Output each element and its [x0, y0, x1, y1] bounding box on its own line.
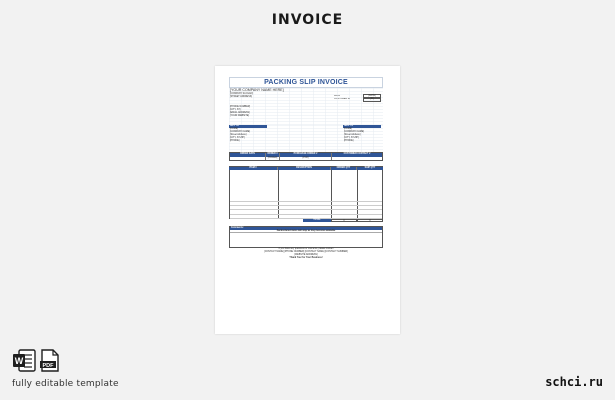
customer-id-label: CUSTOMER ID [334, 98, 351, 100]
footer-contact-intro: If you have any questions or concerns, please contact [278, 248, 334, 251]
contact-line: [EMAIL ADDRESS] [230, 111, 250, 114]
comments-block [229, 226, 383, 248]
customer-contact-header: CUSTOMER CONTACT # [343, 153, 371, 156]
company-line: [STREET ADDRESS] [230, 95, 252, 98]
ship-line: [NAME] [344, 128, 352, 131]
company-block [229, 88, 383, 125]
bill-line: [CITY, ST ZIP] [230, 137, 245, 140]
ship-to-header: SHIP TO [343, 125, 381, 128]
ship-line: [PHONE] [344, 140, 354, 143]
order-number-value[interactable]: [ORDER] [266, 157, 280, 160]
contact-line: [CITY, ST] [230, 108, 241, 111]
total-ship-qty: 0 [357, 219, 383, 223]
contact-line: [PHONE NUMBER] [230, 105, 251, 108]
ship-qty-header: SHIP QTY [364, 166, 376, 169]
template-caption: fully editable template [12, 379, 119, 389]
backorder-note: Backordered items will ship as they become available [230, 230, 382, 233]
invoice-title: PACKING SLIP INVOICE [229, 77, 383, 88]
item-number-header: ITEM # [229, 167, 278, 171]
ship-line: [Street Address] [344, 134, 361, 137]
date-block [333, 95, 381, 101]
bill-line: [COMPANY NAME] [230, 131, 250, 134]
invoice-sheet [229, 77, 383, 260]
contact-block [229, 106, 383, 118]
po-number-value[interactable]: [PO#] [280, 157, 332, 160]
ship-line: [COMPANY NAME] [344, 131, 364, 134]
ship-to-block [343, 125, 381, 152]
po-number-header: PURCHASE ORDER # [280, 153, 332, 157]
comments-field[interactable] [230, 233, 382, 247]
order-qty-header: ORDER QTY [331, 167, 357, 171]
pdf-file-icon [40, 349, 60, 372]
brand-watermark: schci.ru [545, 375, 603, 389]
bill-line: [PHONE] [230, 140, 240, 143]
order-table [229, 152, 383, 161]
order-number-header: ORDER # [266, 153, 280, 157]
items-table [229, 166, 383, 223]
description-header: DESCRIPTION [278, 167, 331, 171]
comments-header: Comments: [230, 227, 382, 230]
order-date-value[interactable] [230, 157, 266, 160]
bill-line: [Street Address] [230, 134, 247, 137]
word-icon-letter: W [14, 356, 24, 366]
customer-id-value[interactable]: [ID] [363, 97, 381, 102]
customer-contact-value[interactable] [332, 157, 382, 160]
company-line: [COMPANY SLOGAN] [230, 92, 253, 95]
page-title: INVOICE [271, 12, 344, 28]
address-section [229, 125, 383, 152]
total-label: TOTAL [303, 219, 331, 223]
footer-contact-line: [CONTACT NAME] [PHONE NUMBER] [CONTACT NAME] [CONTACT NUMBER] [264, 251, 348, 254]
bill-line: [NAME] [230, 128, 238, 131]
order-date-header: ORDER DATE [230, 153, 266, 157]
bill-to-header: BILL TO [229, 125, 267, 128]
format-icons [12, 349, 60, 372]
bill-to-block [229, 125, 267, 152]
company-name: [YOUR COMPANY NAME HERE] [230, 88, 284, 92]
item-row[interactable] [230, 170, 382, 202]
thank-you-message: Thank You For Your Business! [289, 257, 323, 260]
date-value[interactable]: [DATE] [363, 94, 381, 99]
footer-website: [WEBSITE ADDRESS] [294, 254, 318, 257]
contact-line: [YOUR WEBSITE] [230, 114, 249, 117]
pdf-icon-label: PDF [42, 362, 54, 369]
word-doc-icon [12, 349, 36, 372]
total-order-qty: 0 [331, 219, 357, 223]
date-label: DATE [334, 95, 340, 97]
ship-line: [CITY, ST ZIP] [344, 137, 359, 140]
